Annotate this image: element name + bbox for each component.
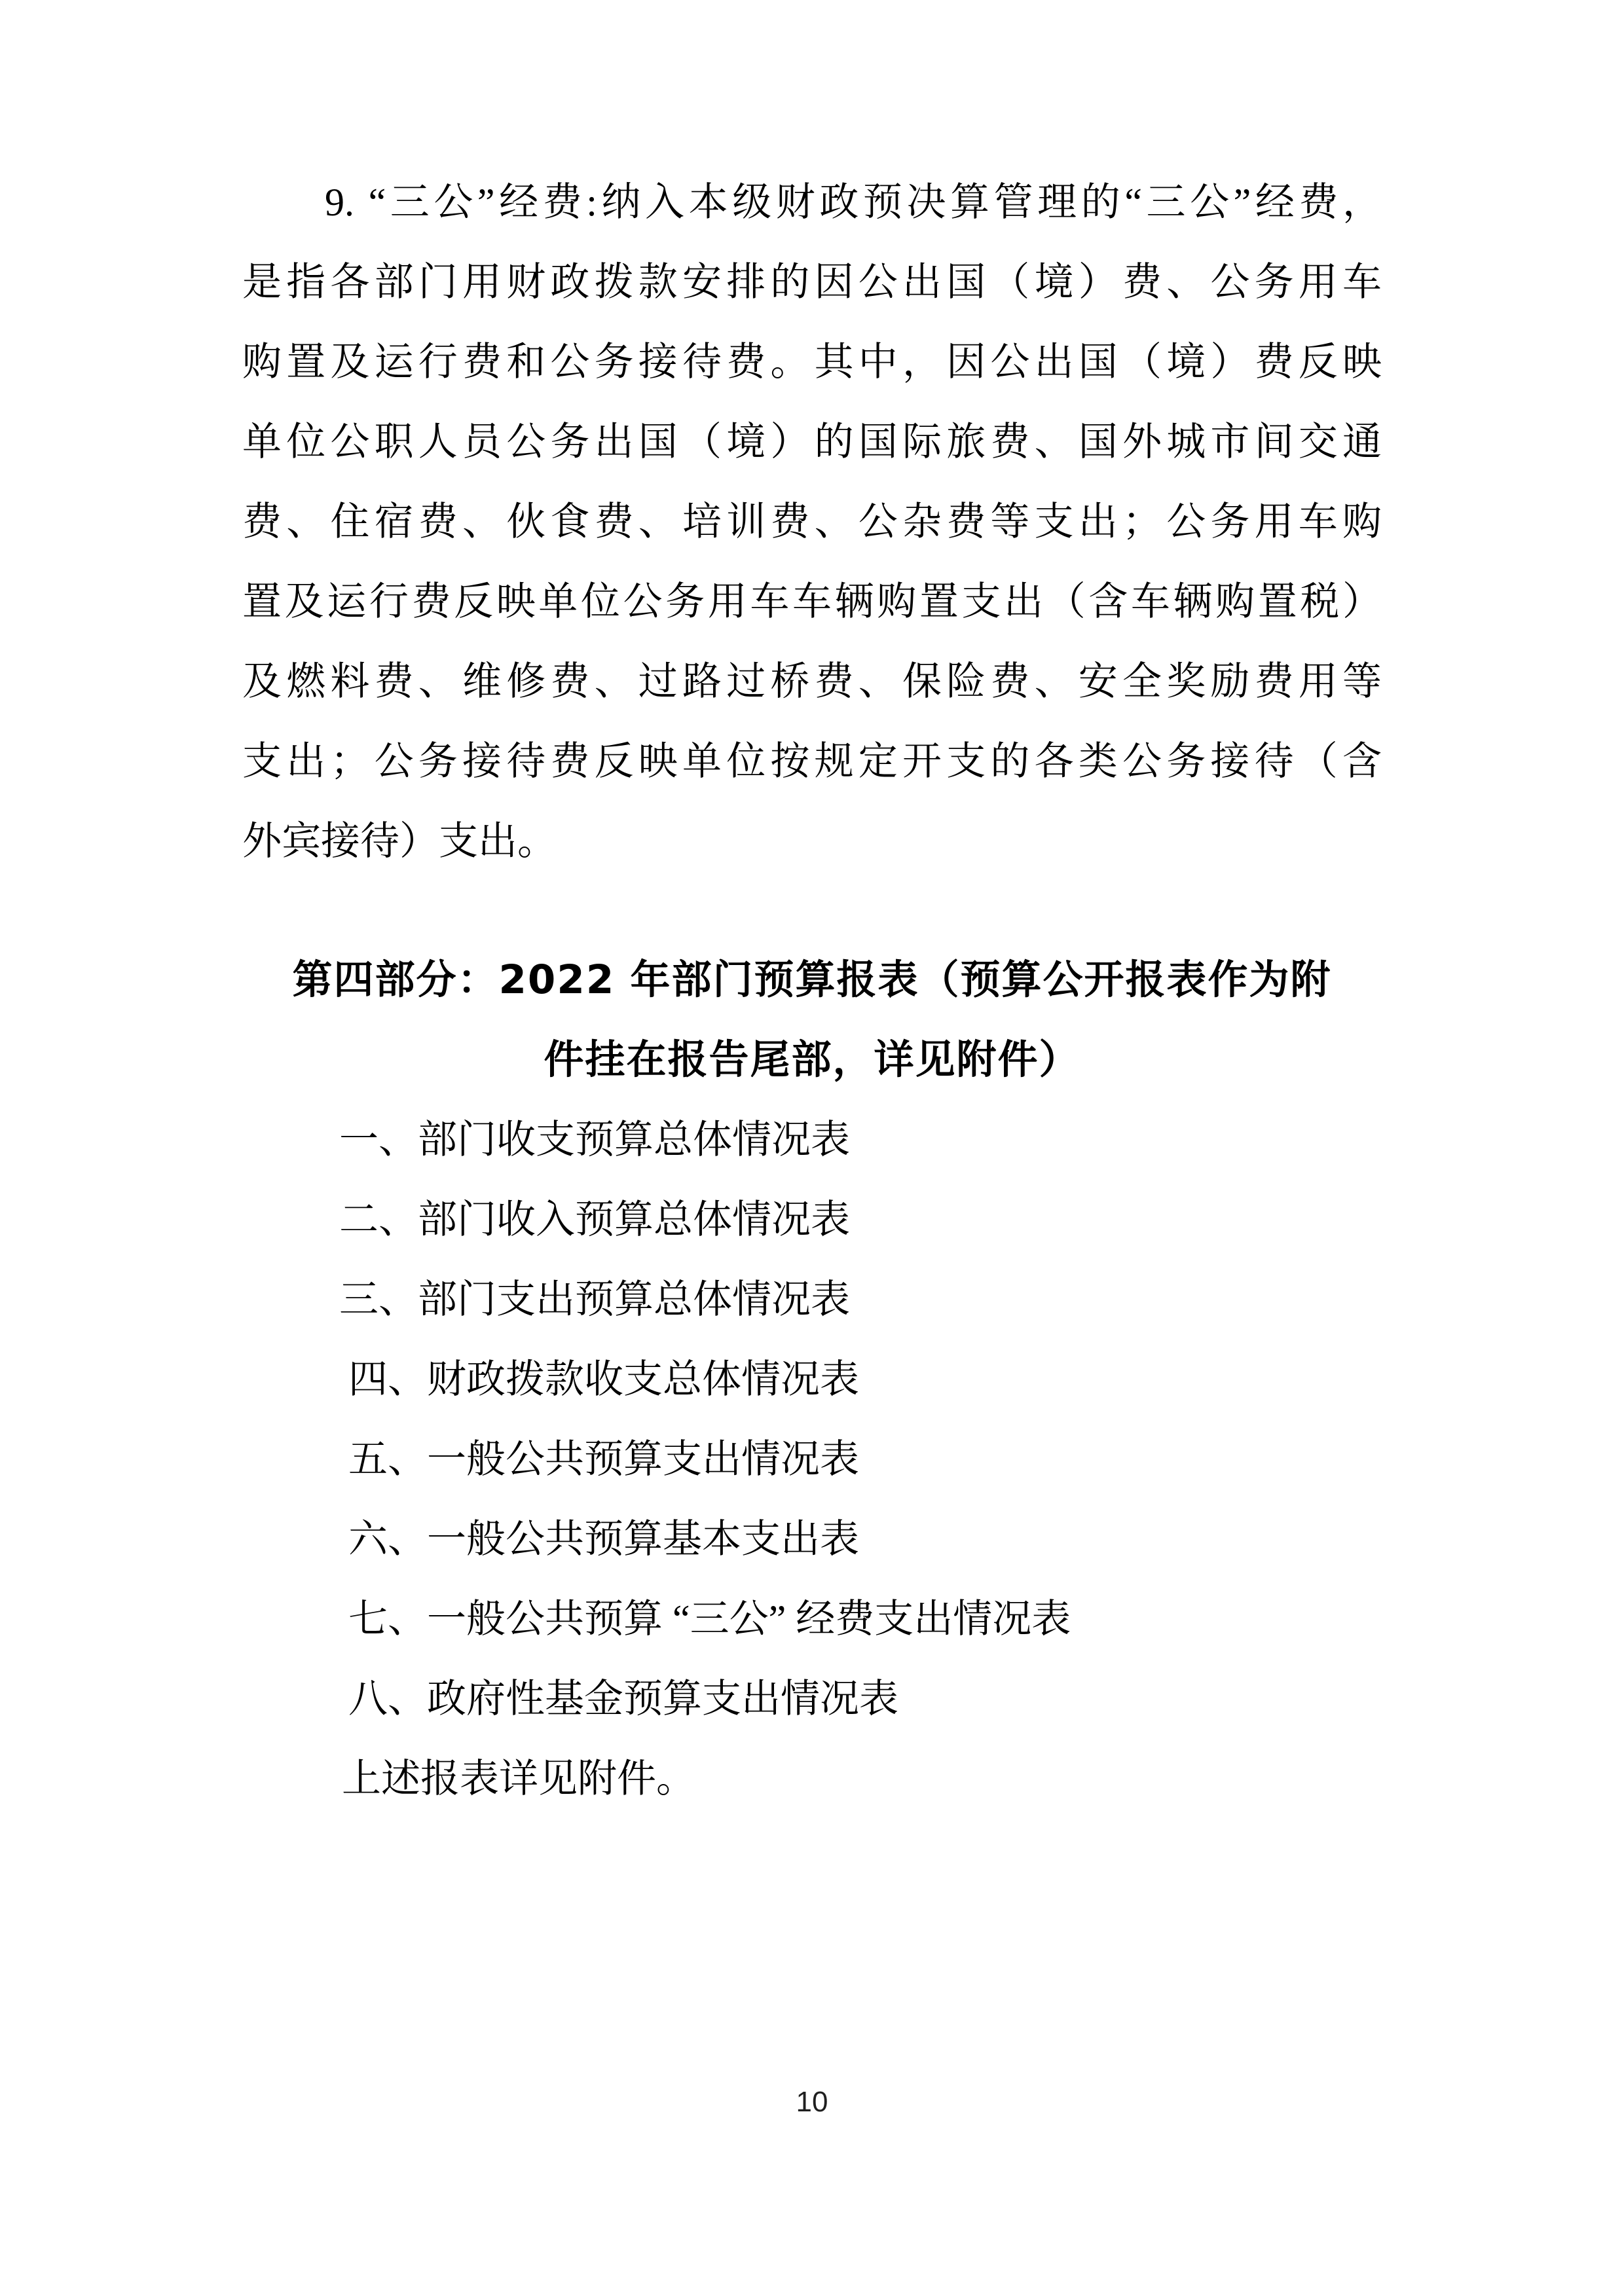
list-item: 七、一般公共预算 “三公” 经费支出情况表 bbox=[348, 1597, 1071, 1641]
list-item: 二、部门收入预算总体情况表 bbox=[339, 1198, 850, 1241]
paragraph-line: 费、住宿费、伙食费、培训费、公杂费等支出；公务用车购 bbox=[242, 500, 1382, 543]
paragraph-line: 及燃料费、维修费、过路过桥费、保险费、安全奖励费用等 bbox=[242, 660, 1382, 703]
page-number: 10 bbox=[796, 2086, 828, 2118]
paragraph-line: 置及运行费反映单位公务用车车辆购置支出（含车辆购置税） bbox=[242, 580, 1382, 623]
list-item: 六、一般公共预算基本支出表 bbox=[348, 1518, 859, 1561]
heading-line-2: 件挂在报告尾部，详见附件） bbox=[544, 1036, 1080, 1083]
list-item: 八、政府性基金预算支出情况表 bbox=[348, 1677, 898, 1721]
paragraph-line: 单位公职人员公务出国（境）的国际旅费、国外城市间交通 bbox=[242, 420, 1382, 464]
closing-line: 上述报表详见附件。 bbox=[342, 1757, 695, 1800]
paragraph-line: 9. “三公”经费:纳入本级财政预决算管理的“三公”经费， bbox=[325, 181, 1382, 224]
paragraph-line: 购置及运行费和公务接待费。其中，因公出国（境）费反映 bbox=[242, 340, 1382, 384]
list-item: 四、财政拨款收支总体情况表 bbox=[348, 1358, 859, 1401]
section-heading bbox=[242, 940, 1382, 1100]
report-table-list bbox=[242, 1100, 1382, 1819]
paragraph-line: 外宾接待）支出。 bbox=[242, 820, 557, 863]
paragraph-line: 支出；公务接待费反映单位按规定开支的各类公务接待（含 bbox=[242, 740, 1382, 783]
paragraph-line: 是指各部门用财政拨款安排的因公出国（境）费、公务用车 bbox=[242, 261, 1382, 304]
list-item: 一、部门收支预算总体情况表 bbox=[339, 1118, 850, 1161]
list-item: 五、一般公共预算支出情况表 bbox=[348, 1438, 859, 1481]
paragraph-section bbox=[242, 0, 1382, 881]
list-item: 三、部门支出预算总体情况表 bbox=[339, 1278, 850, 1321]
text-column bbox=[242, 0, 1382, 1819]
heading-line-1: 第四部分：2022 年部门预算报表（预算公开报表作为附 bbox=[292, 957, 1332, 1003]
